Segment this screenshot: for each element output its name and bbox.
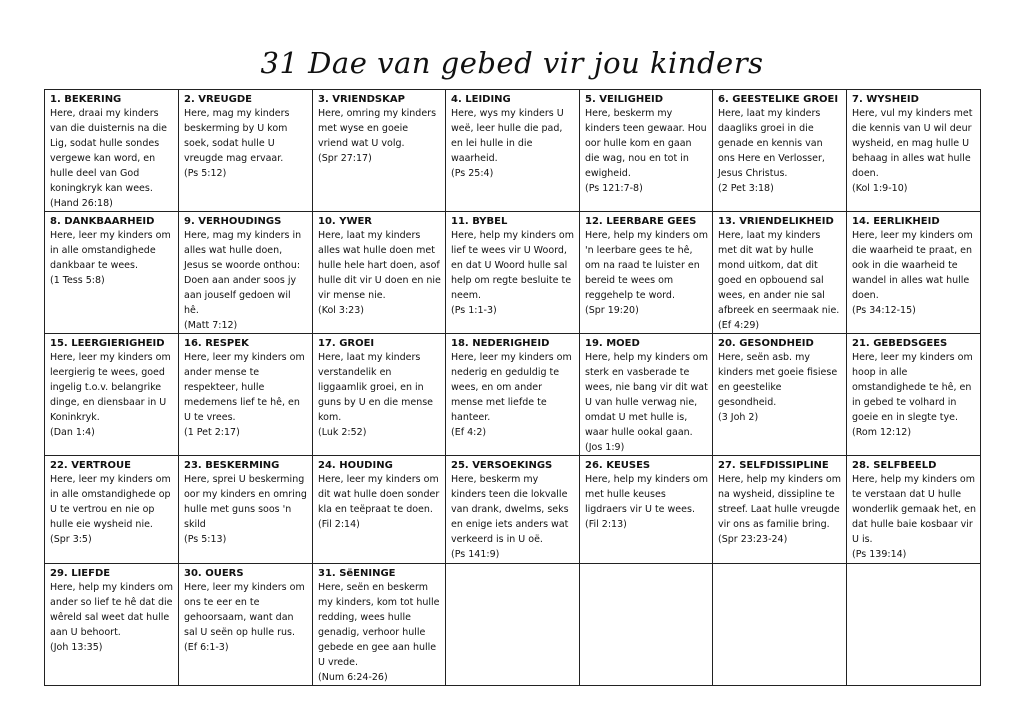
day-heading: 20. GESONDHEID xyxy=(718,338,814,349)
day-heading: 12. LEERBARE GEES xyxy=(585,216,697,227)
day-scripture-reference: (Ps 139:14) xyxy=(852,549,907,560)
day-cell xyxy=(713,212,847,334)
page-title: 31 Dae van gebed vir jou kinders xyxy=(260,46,764,80)
day-scripture-reference: (Matt 7:12) xyxy=(184,320,238,331)
day-cell xyxy=(446,456,580,564)
day-heading: 3. VRIENDSKAP xyxy=(318,94,405,105)
day-heading: 27. SELFDISSIPLINE xyxy=(718,460,829,471)
day-prayer-text: Here, omring my kinders met wyse en goeie vriend wat U volg. xyxy=(318,108,437,149)
day-prayer-text: Here, leer my kinders om ons te eer en te gehoorsaam, want dan sal U seën op hulle rus. xyxy=(184,582,305,638)
day-scripture-reference: (Dan 1:4) xyxy=(50,427,95,438)
day-cell xyxy=(45,212,179,334)
day-scripture-reference: (Ps 5:12) xyxy=(184,168,227,179)
day-prayer-text: Here, seën en beskerm my kinders, kom tot hulle redding, wees hulle genadig, verhoor hulle gebede en gee aan hulle U vrede. xyxy=(318,582,440,668)
calendar-row xyxy=(45,212,981,334)
day-cell xyxy=(713,456,847,564)
day-heading: 23. BESKERMING xyxy=(184,460,280,471)
day-prayer-text: Here, leer my kinders om dit wat hulle doen sonder kla en teëpraat te doen. xyxy=(318,474,440,515)
day-prayer-text: Here, leer my kinders om ander mense te respekteer, hulle medemens lief te hê, en U te vrees. xyxy=(184,352,305,423)
day-prayer-text: Here, mag my kinders in alles wat hulle doen, Jesus se woorde onthou: Doen aan ander soos jy aan jouself gedoen wil hê. xyxy=(184,230,302,316)
day-scripture-reference: (1 Pet 2:17) xyxy=(184,427,240,438)
day-heading: 19. MOED xyxy=(585,338,640,349)
day-prayer-text: Here, mag my kinders beskerming by U kom soek, sodat hulle U vreugde mag ervaar. xyxy=(184,108,290,164)
day-heading: 25. VERSOEKINGS xyxy=(451,460,553,471)
day-cell xyxy=(179,90,313,212)
day-prayer-text: Here, help my kinders om ander so lief te hê dat die wêreld sal weet dat hulle aan U behoort. xyxy=(50,582,173,638)
day-heading: 10. YWER xyxy=(318,216,372,227)
day-heading: 30. OUERS xyxy=(184,568,244,579)
day-prayer-text: Here, help my kinders om met hulle keuses ligdraers vir U te wees. xyxy=(585,474,708,515)
day-prayer-text: Here, beskerm my kinders teen die lokvalle van drank, dwelms, seks en enige iets anders wat verkeerd is in U oë. xyxy=(451,474,569,545)
day-heading: 8. DANKBAARHEID xyxy=(50,216,155,227)
day-scripture-reference: (Luk 2:52) xyxy=(318,427,367,438)
day-cell xyxy=(580,334,713,456)
day-cell xyxy=(313,212,446,334)
day-scripture-reference: (Kol 1:9-10) xyxy=(852,183,908,194)
day-prayer-text: Here, help my kinders om te verstaan dat U hulle wonderlik gemaak het, en dat hulle baie kosbaar vir U is. xyxy=(852,474,976,545)
day-scripture-reference: (1 Tess 5:8) xyxy=(50,275,105,286)
day-heading: 22. VERTROUE xyxy=(50,460,131,471)
day-scripture-reference: (Ef 4:2) xyxy=(451,427,487,438)
day-heading: 9. VERHOUDINGS xyxy=(184,216,282,227)
empty-cell xyxy=(713,564,847,686)
day-cell xyxy=(847,334,981,456)
day-prayer-text: Here, wys my kinders U weë, leer hulle die pad, en lei hulle in die waarheid. xyxy=(451,108,564,164)
day-heading: 14. EERLIKHEID xyxy=(852,216,940,227)
calendar-row xyxy=(45,564,981,686)
day-prayer-text: Here, laat my kinders alles wat hulle doen met hulle hele hart doen, asof hulle dit vir U doen en nie vir mense nie. xyxy=(318,230,441,301)
day-cell xyxy=(179,456,313,564)
calendar-row xyxy=(45,90,981,212)
day-cell xyxy=(446,334,580,456)
day-heading: 18. NEDERIGHEID xyxy=(451,338,550,349)
day-prayer-text: Here, leer my kinders om in alle omstandighede op U te vertrou en nie op hulle eie wysheid nie. xyxy=(50,474,171,530)
day-scripture-reference: (Jos 1:9) xyxy=(585,442,625,453)
day-prayer-text: Here, leer my kinders om nederig en geduldig te wees, en om ander mense met liefde te hanteer. xyxy=(451,352,572,423)
day-cell xyxy=(713,90,847,212)
day-cell xyxy=(313,334,446,456)
day-scripture-reference: (2 Pet 3:18) xyxy=(718,183,774,194)
day-prayer-text: Here, leer my kinders om in alle omstandighede dankbaar te wees. xyxy=(50,230,171,271)
day-scripture-reference: (Fil 2:13) xyxy=(585,519,627,530)
day-cell xyxy=(580,212,713,334)
day-heading: 2. VREUGDE xyxy=(184,94,252,105)
day-cell xyxy=(313,90,446,212)
day-scripture-reference: (Ef 6:1-3) xyxy=(184,642,229,653)
day-scripture-reference: (Spr 3:5) xyxy=(50,534,92,545)
day-prayer-text: Here, help my kinders om 'n leerbare gees te hê, om na raad te luister en bereid te wees om reggehelp te word. xyxy=(585,230,708,301)
empty-cell xyxy=(580,564,713,686)
day-scripture-reference: (Spr 19:20) xyxy=(585,305,639,316)
day-scripture-reference: (Hand 26:18) xyxy=(50,198,113,209)
day-prayer-text: Here, laat my kinders verstandelik en liggaamlik groei, en in guns by U en die mense kom. xyxy=(318,352,434,423)
day-scripture-reference: (Spr 23:23-24) xyxy=(718,534,788,545)
day-cell xyxy=(580,90,713,212)
day-heading: 26. KEUSES xyxy=(585,460,651,471)
day-scripture-reference: (Joh 13:35) xyxy=(50,642,103,653)
day-prayer-text: Here, laat my kinders met dit wat by hulle mond uitkom, dat dit goed en opbouend sal wees, en ander nie sal afbreek en seermaak nie. xyxy=(718,230,840,316)
day-prayer-text: Here, vul my kinders met die kennis van U wil deur wysheid, en mag hulle U behaag in alles wat hulle doen. xyxy=(852,108,973,179)
day-cell xyxy=(45,456,179,564)
day-cell xyxy=(847,90,981,212)
calendar-row xyxy=(45,334,981,456)
day-prayer-text: Here, help my kinders om na wysheid, dissipline te streef. Laat hulle vreugde vir ons as familie bring. xyxy=(718,474,841,530)
prayer-calendar-table xyxy=(44,89,981,686)
day-scripture-reference: (Ps 34:12-15) xyxy=(852,305,916,316)
day-cell xyxy=(179,564,313,686)
day-heading: 16. RESPEK xyxy=(184,338,249,349)
day-heading: 5. VEILIGHEID xyxy=(585,94,664,105)
day-prayer-text: Here, help my kinders om sterk en vasberade te wees, nie bang vir dit wat U van hulle verwag nie, omdat U met hulle is, waar hulle ookal gaan. xyxy=(585,352,708,438)
day-scripture-reference: (Ps 121:7-8) xyxy=(585,183,643,194)
day-cell xyxy=(580,456,713,564)
day-scripture-reference: (Ef 4:29) xyxy=(718,320,760,331)
day-cell xyxy=(313,564,446,686)
day-prayer-text: Here, leer my kinders om hoop in alle omstandighede te hê, en in gebed te volhard in goeie en in slegte tye. xyxy=(852,352,973,423)
day-prayer-text: Here, sprei U beskerming oor my kinders en omring hulle met guns soos 'n skild xyxy=(184,474,307,530)
day-prayer-text: Here, leer my kinders om die waarheid te praat, en ook in die waarheid te wandel in alles wat hulle doen. xyxy=(852,230,973,301)
day-cell xyxy=(847,456,981,564)
day-heading: 31. SëENINGE xyxy=(318,568,396,579)
day-heading: 15. LEERGIERIGHEID xyxy=(50,338,165,349)
day-cell xyxy=(45,564,179,686)
day-cell xyxy=(847,212,981,334)
day-heading: 28. SELFBEELD xyxy=(852,460,937,471)
day-cell xyxy=(313,456,446,564)
day-scripture-reference: (Fil 2:14) xyxy=(318,519,360,530)
day-heading: 11. BYBEL xyxy=(451,216,508,227)
day-heading: 13. VRIENDELIKHEID xyxy=(718,216,834,227)
day-scripture-reference: (3 Joh 2) xyxy=(718,412,759,423)
day-prayer-text: Here, leer my kinders om leergierig te wees, goed ingelig t.o.v. belangrike dinge, en diensbaar in U Koninkryk. xyxy=(50,352,171,423)
day-cell xyxy=(179,212,313,334)
day-scripture-reference: (Spr 27:17) xyxy=(318,153,372,164)
day-heading: 29. LIEFDE xyxy=(50,568,111,579)
day-scripture-reference: (Ps 25:4) xyxy=(451,168,494,179)
day-scripture-reference: (Kol 3:23) xyxy=(318,305,364,316)
day-scripture-reference: (Num 6:24-26) xyxy=(318,672,388,683)
day-heading: 6. GEESTELIKE GROEI xyxy=(718,94,839,105)
day-prayer-text: Here, laat my kinders daagliks groei in die genade en kennis van ons Here en Verlosser, Jesus Christus. xyxy=(718,108,825,179)
day-heading: 4. LEIDING xyxy=(451,94,511,105)
calendar-row xyxy=(45,456,981,564)
day-scripture-reference: (Ps 5:13) xyxy=(184,534,227,545)
empty-cell xyxy=(847,564,981,686)
day-prayer-text: Here, help my kinders om lief te wees vir U Woord, en dat U Woord hulle sal help om regte besluite te neem. xyxy=(451,230,574,301)
day-cell xyxy=(446,212,580,334)
day-prayer-text: Here, draai my kinders van die duisternis na die Lig, sodat hulle sondes vergewe kan word, en hulle deel van God koningkryk kan wees. xyxy=(50,108,167,194)
day-prayer-text: Here, beskerm my kinders teen gewaar. Hou oor hulle kom en gaan die wag, nou en tot in ewigheid. xyxy=(585,108,707,179)
day-heading: 24. HOUDING xyxy=(318,460,393,471)
day-cell xyxy=(45,90,179,212)
day-scripture-reference: (Ps 1:1-3) xyxy=(451,305,497,316)
day-heading: 21. GEBEDSGEES xyxy=(852,338,948,349)
day-heading: 17. GROEI xyxy=(318,338,375,349)
day-prayer-text: Here, seën asb. my kinders met goeie fisiese en geestelike gesondheid. xyxy=(718,352,838,408)
day-cell xyxy=(446,90,580,212)
day-cell xyxy=(45,334,179,456)
day-cell xyxy=(713,334,847,456)
empty-cell xyxy=(446,564,580,686)
day-scripture-reference: (Ps 141:9) xyxy=(451,549,500,560)
day-heading: 1. BEKERING xyxy=(50,94,122,105)
day-scripture-reference: (Rom 12:12) xyxy=(852,427,912,438)
day-cell xyxy=(179,334,313,456)
day-heading: 7. WYSHEID xyxy=(852,94,919,105)
